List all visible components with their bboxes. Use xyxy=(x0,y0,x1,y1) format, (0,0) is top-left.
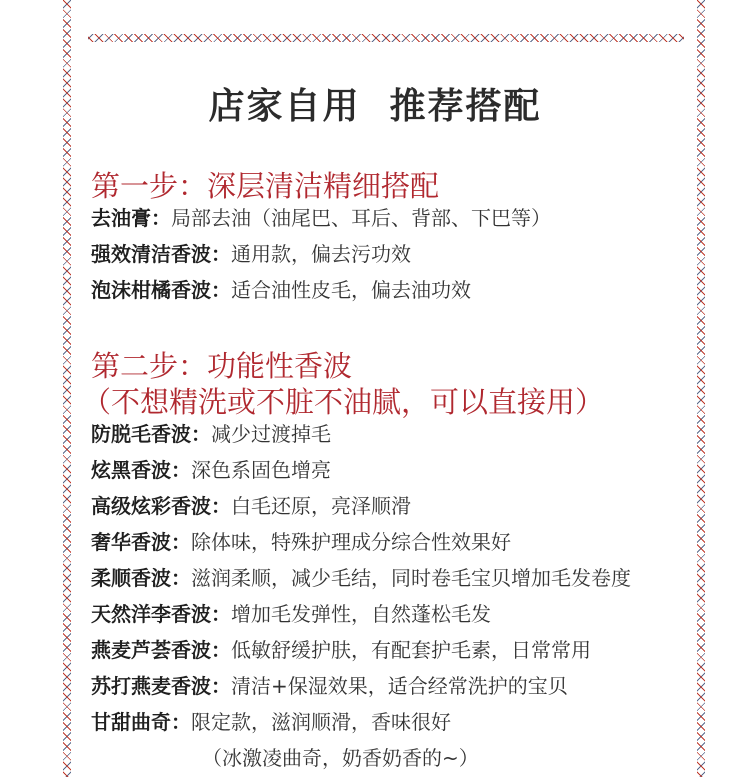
item-desc: 清洁+保湿效果，适合经常洗护的宝贝 xyxy=(231,674,568,698)
item-desc: 通用款，偏去污功效 xyxy=(231,242,411,266)
item-desc: 低敏舒缓护肤，有配套护毛素，日常常用 xyxy=(231,638,591,662)
step1-item-strong-clean xyxy=(91,241,411,267)
item-desc: 除体味，特殊护理成分综合性效果好 xyxy=(191,530,511,554)
item-label: 甘甜曲奇： xyxy=(91,710,191,734)
page-title: 店家自用 推荐搭配 xyxy=(208,86,542,127)
step2-item-plum xyxy=(91,601,491,627)
step2-item-oat-aloe xyxy=(91,637,591,663)
item-label: 强效清洁香波： xyxy=(91,242,231,266)
item-label: 去油膏： xyxy=(91,206,171,230)
item-label: 泡沫柑橘香波： xyxy=(91,278,231,302)
item-label: 苏打燕麦香波： xyxy=(91,674,231,698)
item-desc: 深色系固色增亮 xyxy=(191,458,331,482)
item-desc: 限定款，滋润顺滑，香味很好 xyxy=(191,710,451,734)
item-desc: 局部去油（油尾巴、耳后、背部、下巴等） xyxy=(171,206,551,230)
step2-item-smooth xyxy=(91,565,631,591)
item-label: 柔顺香波： xyxy=(91,566,191,590)
step2-item-soda-oat xyxy=(91,673,568,699)
decorative-top-divider xyxy=(88,34,684,42)
step2-item-black-shine xyxy=(91,457,331,483)
cookie-note: （冰激凌曲奇，奶香奶香的~） xyxy=(202,746,479,770)
step2-item-sweet-cookie xyxy=(91,709,451,735)
step2-item-color-shine xyxy=(91,493,411,519)
step2-heading: 第二步：功能性香波 xyxy=(91,349,353,383)
item-desc: 滋润柔顺，减少毛结，同时卷毛宝贝增加毛发卷度 xyxy=(191,566,631,590)
item-label: 奢华香波： xyxy=(91,530,191,554)
item-label: 天然洋李香波： xyxy=(91,602,231,626)
item-label: 高级炫彩香波： xyxy=(91,494,231,518)
step1-heading: 第一步：深层清洁精细搭配 xyxy=(91,169,440,203)
step2-item-luxury xyxy=(91,529,511,555)
item-label: 炫黑香波： xyxy=(91,458,191,482)
step2-item-anti-shedding xyxy=(91,421,331,447)
step2-subheading: （不想精洗或不脏不油腻，可以直接用） xyxy=(82,385,605,419)
step1-item-degreaser xyxy=(91,205,551,231)
item-label: 燕麦芦荟香波： xyxy=(91,638,231,662)
item-desc: 适合油性皮毛，偏去油功效 xyxy=(231,278,471,302)
item-desc: 增加毛发弹性，自然蓬松毛发 xyxy=(231,602,491,626)
step1-item-citrus-foam xyxy=(91,277,471,303)
item-desc: 白毛还原，亮泽顺滑 xyxy=(231,494,411,518)
item-label: 防脱毛香波： xyxy=(91,422,211,446)
item-desc: 减少过渡掉毛 xyxy=(211,422,331,446)
